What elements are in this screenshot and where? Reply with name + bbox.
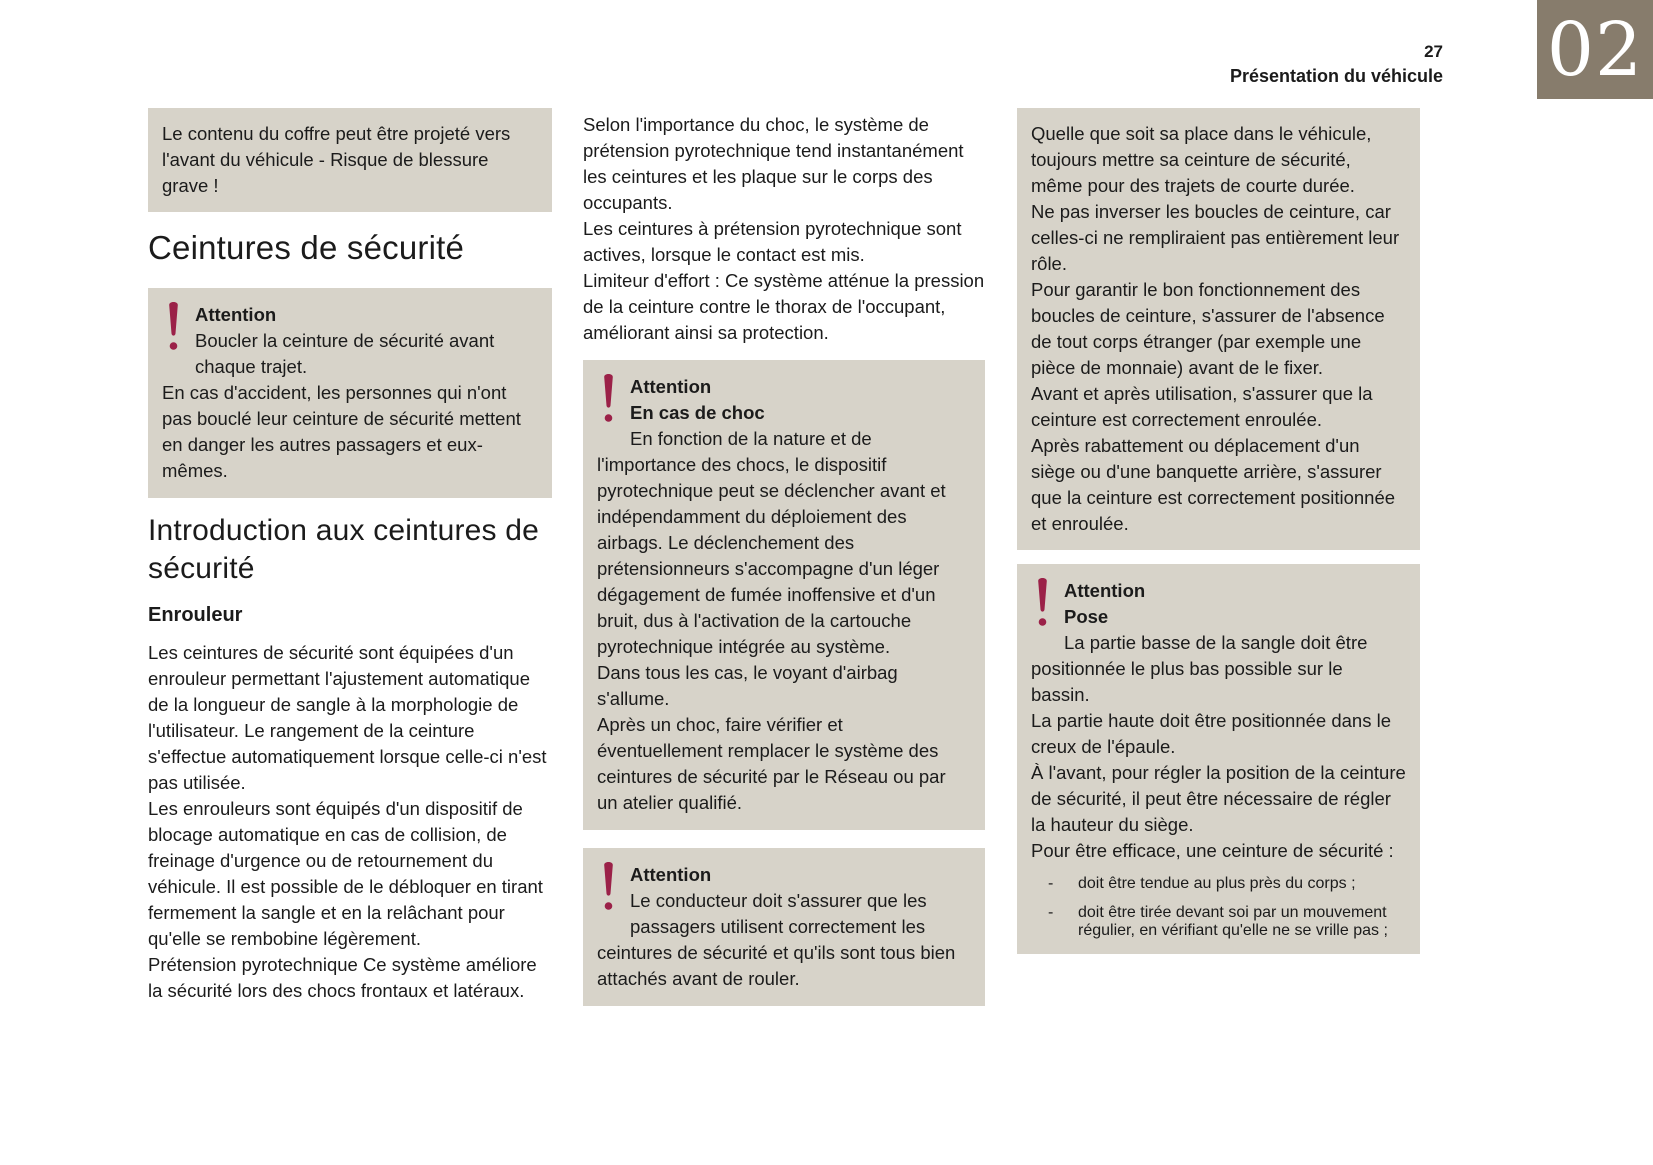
paragraph: Les ceintures à prétension pyrotechnique sont actives, lorsque le contact est mis. [583,218,962,265]
heading-ceintures-de-securite: Ceintures de sécurité [148,229,465,266]
attention-paragraph: Après un choc, faire vérifier et éventuellement remplacer le système des ceintures de sécurité par le Réseau ou par un atelier qualifié. [597,714,946,813]
attention-label: Attention [1064,580,1146,601]
list-item-text: doit être tirée devant soi par un mouvement régulier, en vérifiant qu'elle ne se vrille pas ; [1078,904,1388,939]
boot-content-warning-box [148,108,552,212]
paragraph: Pour garantir le bon fonctionnement des boucles de ceinture, s'assurer de l'absence de tout corps étranger (par exemple une pièce de monnaie) avant de le fixer. [1031,279,1385,378]
paragraph: Selon l'importance du choc, le système de prétension pyrotechnique tend instantanément les ceintures et les plaque sur le corps des occupants. [583,114,964,213]
paragraph: Avant et après utilisation, s'assurer que la ceinture est correctement enroulée. [1031,383,1373,430]
attention-box-en-cas-de-choc [583,360,985,830]
exclamation-icon [162,302,195,360]
page-number: 27 [1424,42,1443,61]
paragraph: Après rabattement ou déplacement d'un siège ou d'une banquette arrière, s'assurer que la ceinture est correctement positionnée et enroulée. [1031,435,1396,534]
attention-subtitle: Pose [1064,606,1109,627]
exclamation-icon [597,862,630,920]
attention-box-conducteur [583,848,985,1006]
list-dash: - [1048,875,1054,892]
chapter-number: 02 [1546,6,1644,93]
enrouleur-text [148,640,552,1004]
attention-paragraph: La partie haute doit être positionnée dans le creux de l'épaule. [1031,710,1391,757]
paragraph: Les ceintures de sécurité sont équipées d'un enrouleur permettant l'ajustement automatique de la longueur de sangle à la morphologie de l'utilisateur. Le rangement de la ceinture s'effectue automatiquement lorsque celle-ci n'est pas utilisée. [148,642,547,793]
column-1 [148,108,552,1004]
exclamation-icon [597,374,630,440]
column-3 [1017,108,1420,954]
attention-paragraph: À l'avant, pour régler la position de la ceinture de sécurité, il peut être nécessaire de régler la hauteur du siège. [1031,762,1406,835]
paragraph: Ne pas inverser les boucles de ceinture, car celles-ci ne rempliraient pas entièrement leur rôle. [1031,201,1400,274]
list-item [1031,875,1406,893]
paragraph: Les enrouleurs sont équipés d'un dispositif de blocage automatique en cas de collision, de freinage d'urgence ou de retournement du véhicule. Il est possible de le débloquer en tirant fermement la sangle et en la relâchant pour qu'elle se rembobine légèrement. [148,798,543,949]
exclamation-icon [1031,578,1064,644]
list-dash: - [1048,904,1054,921]
attention-lead: Boucler la ceinture de sécurité avant chaque trajet. [195,330,495,377]
attention-paragraph: Pour être efficace, une ceinture de sécurité : [1031,840,1394,861]
attention-label: Attention [630,376,712,397]
seatbelt-rules-box [1017,108,1420,550]
attention-label: Attention [630,864,712,885]
paragraph: Limiteur d'effort : Ce système atténue la pression de la ceinture contre le thorax de l'occupant, améliorant ainsi sa protection. [583,270,985,343]
paragraph: Prétension pyrotechnique Ce système améliore la sécurité lors des chocs frontaux et latéraux. [148,954,537,1001]
heading-introduction-ceintures: Introduction aux ceintures de sécurité [148,514,540,585]
attention-subtitle: En cas de choc [630,402,765,423]
attention-box-pose [1017,564,1420,954]
attention-paragraph: Dans tous les cas, le voyant d'airbag s'allume. [597,662,898,709]
attention-paragraph: En fonction de la nature et de l'importance des chocs, le dispositif pyrotechnique peut se déclencher avant et indépendamment du déploiement des airbags. Le déclenchement des prétensionneurs s'accompagne d'un léger dégagement de fumée inoffensive et d'un bruit, dus à l'activation de la cartouche pyrotechnique intégrée au système. [597,428,946,657]
attention-paragraph: En cas d'accident, les personnes qui n'ont pas bouclé leur ceinture de sécurité mettent en danger les autres passagers et eux-mêmes. [162,382,521,481]
attention-label: Attention [195,304,277,325]
page-header [1230,42,1443,88]
subheading-enrouleur: Enrouleur [148,604,243,626]
chapter-badge [1537,0,1653,99]
list-item-text: doit être tendue au plus près du corps ; [1078,875,1356,892]
list-item [1031,904,1406,940]
boot-content-warning-text: Le contenu du coffre peut être projeté vers l'avant du véhicule - Risque de blessure grave ! [162,123,511,196]
attention-paragraph: La partie basse de la sangle doit être positionnée le plus bas possible sur le bassin. [1031,632,1368,705]
pretension-text [583,108,985,346]
attention-lead: Le conducteur doit s'assurer que les passagers utilisent correctement les ceintures de sécurité et qu'ils sont tous bien attachés avant de rouler. [597,890,956,989]
attention-box-buckle [148,288,552,498]
paragraph: Quelle que soit sa place dans le véhicule, toujours mettre sa ceinture de sécurité, même pour des trajets de courte durée. [1031,123,1372,196]
column-2 [583,108,985,1006]
section-title: Présentation du véhicule [1229,66,1443,87]
